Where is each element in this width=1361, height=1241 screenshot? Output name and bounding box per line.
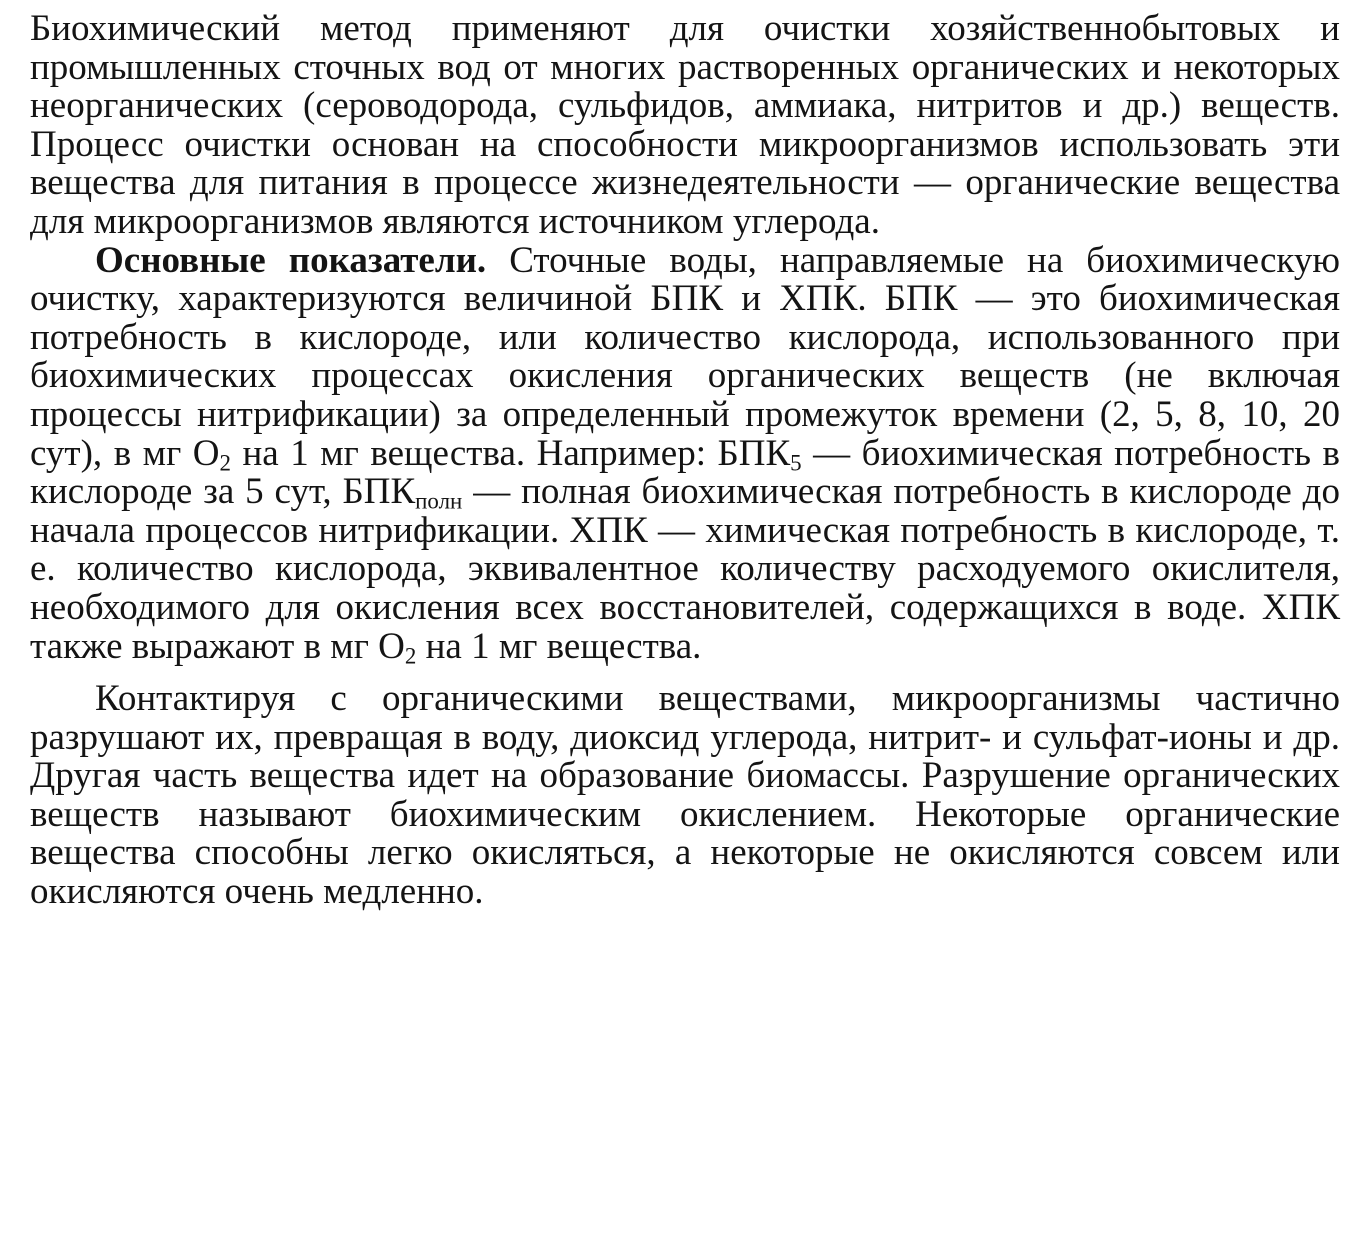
subscript: 2 — [404, 643, 417, 669]
document-page — [30, 10, 1340, 912]
subscript: 5 — [790, 450, 802, 476]
subscript: 2 — [219, 450, 231, 476]
text-run: — полная биохимическая потребность в кислороде до начала процессов нитрификации. ХПК — химическая потребность в кислороде, т. е. количество кислорода, эквивалентное количеству расходуемого окислителя, необходимого для окисления всех восстановителей, содержащихся в воде. ХПК также выражают в мг O — [30, 471, 1340, 667]
text-run: — биохимическая потребность в кислороде за 5 сут, БПК — [30, 432, 1340, 513]
paragraph-microorganisms-contact: Контактируя с органическими веществами, микроорганизмы частично разрушают их, превращая в воду, диоксид углерода, нитрит- и сульфат-ионы и др. Другая часть вещества идет на образование биомассы. Разрушение органических веществ называют биохимическим окислением. Некоторые органические вещества способны легко окисляться, а некоторые не окисляются совсем или окисляются очень медленно. — [30, 678, 1340, 913]
section-heading: Основные показатели. — [95, 239, 487, 281]
paragraph-biochemical-method: Биохимический метод применяют для очистки хозяйственнобытовых и промышленных сточных вод от многих растворенных органических и некоторых неорганических (сероводорода, сульфидов, аммиака, нитритов и др.) веществ. Процесс очистки основан на способности микроорганизмов использовать эти вещества для питания в процессе жизнедеятельности — органические вещества для микроорганизмов являются источником углерода. — [30, 8, 1340, 242]
text-run: на 1 мг вещества. — [416, 625, 702, 667]
text-run: на 1 мг вещества. Например: БПК — [230, 432, 791, 474]
paragraph-main-indicators — [30, 239, 1340, 669]
subscript: полн — [415, 488, 463, 514]
text-run: Сточные воды, направляемые на биохимическую очистку, характеризуются величиной БПК и ХПК. БПК — это биохимическая потребность в кислороде, или количество кислорода, использованного при биохимических процессах окисления органических веществ (не включая процессы нитрификации) за определенный промежуток времени (2, 5, 8, 10, 20 сут), в мг O — [30, 239, 1340, 474]
